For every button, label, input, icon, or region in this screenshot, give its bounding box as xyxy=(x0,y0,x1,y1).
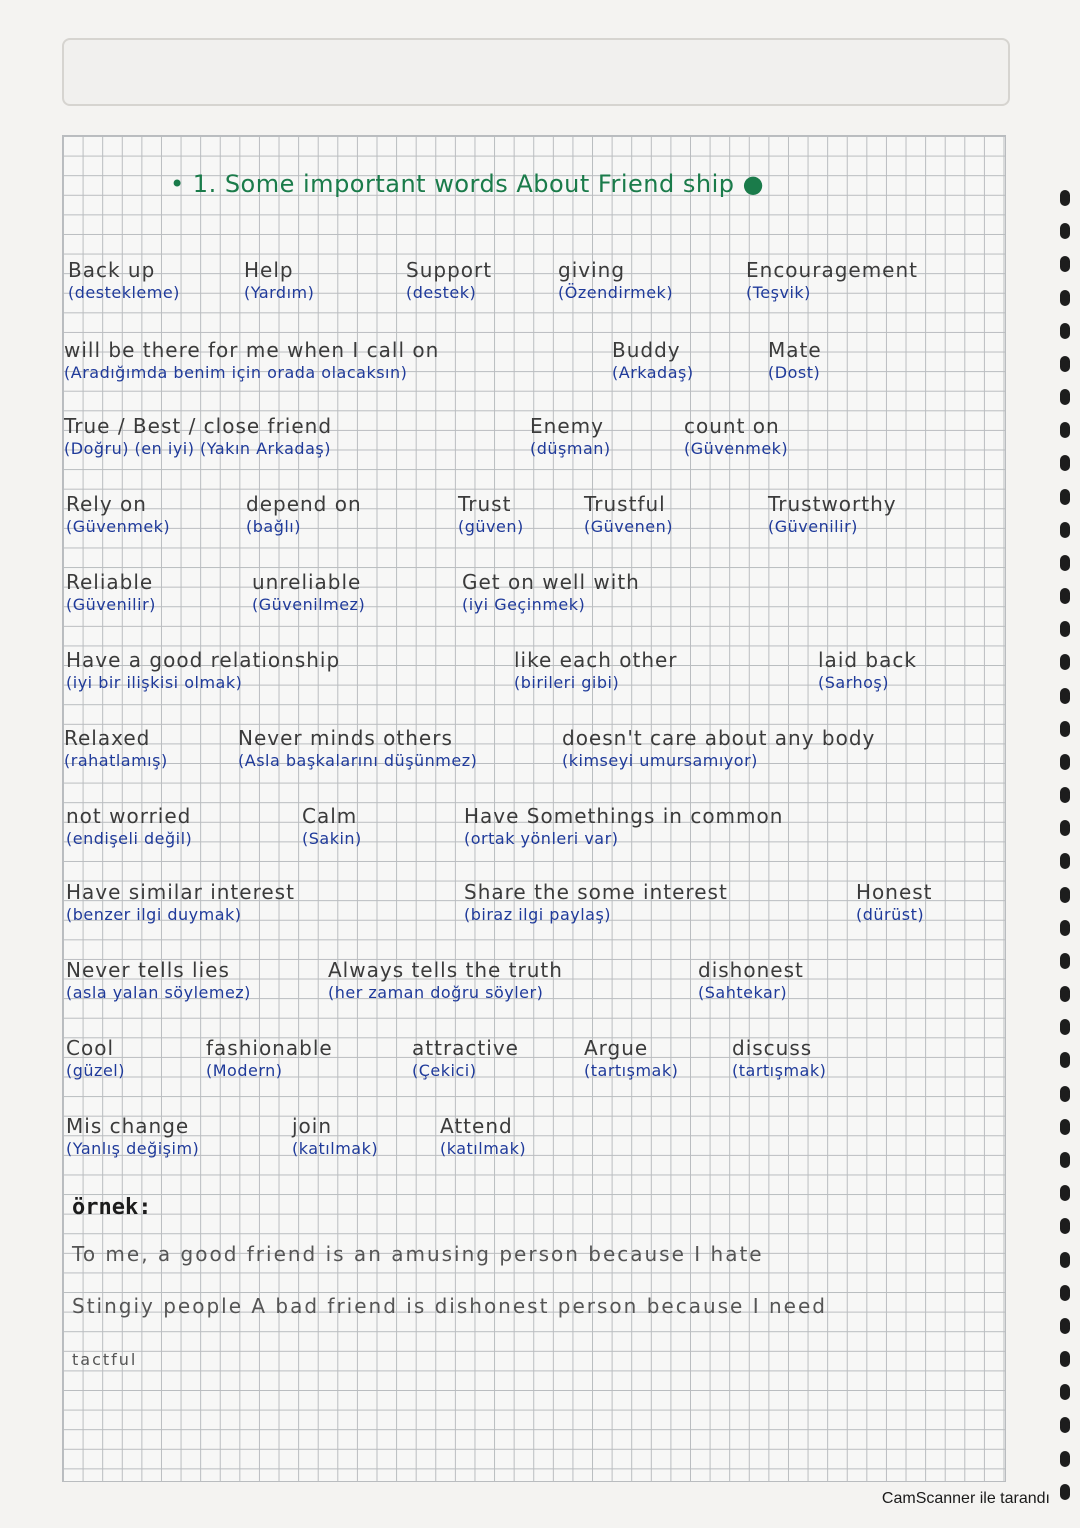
vocab-entry xyxy=(514,648,678,694)
turkish-translation: (Sakin) xyxy=(302,829,362,848)
spiral-ring xyxy=(1060,1285,1070,1301)
english-word: count on xyxy=(684,414,780,438)
turkish-translation: (asla yalan söylemez) xyxy=(66,983,251,1002)
scanner-footer: CamScanner ile tarandı xyxy=(881,1490,1050,1507)
vocab-entry xyxy=(562,726,875,772)
english-word: Share the some interest xyxy=(464,880,728,904)
turkish-translation: (destek) xyxy=(406,283,477,302)
spiral-ring xyxy=(1060,1351,1070,1367)
spiral-ring xyxy=(1060,223,1070,239)
spiral-ring xyxy=(1060,1185,1070,1201)
vocab-entry xyxy=(206,1036,333,1082)
turkish-translation: (Güvenilir) xyxy=(66,595,156,614)
vocab-entry xyxy=(66,1114,199,1160)
vocab-entry xyxy=(464,804,783,850)
turkish-translation: (Arkadaş) xyxy=(612,363,694,382)
vocab-entry xyxy=(458,492,524,538)
english-word: Relaxed xyxy=(64,726,151,750)
vocab-entry xyxy=(68,258,180,304)
vocab-row xyxy=(0,414,1080,474)
turkish-translation: (her zaman doğru söyler) xyxy=(328,983,544,1002)
vocab-entry xyxy=(66,958,251,1004)
english-word: Never tells lies xyxy=(66,958,230,982)
turkish-translation: (Asla başkalarını düşünmez) xyxy=(238,751,478,770)
turkish-translation: (Güvenilmez) xyxy=(252,595,366,614)
vocab-row xyxy=(0,570,1080,630)
spiral-ring xyxy=(1060,1252,1070,1268)
english-word: Help xyxy=(244,258,294,282)
english-word: Mis change xyxy=(66,1114,190,1138)
vocab-entry xyxy=(252,570,365,616)
english-word: Argue xyxy=(584,1036,649,1060)
turkish-translation: (Doğru) (en iyi) (Yakın Arkadaş) xyxy=(64,439,331,458)
english-word: Mate xyxy=(768,338,822,362)
english-word: like each other xyxy=(514,648,678,672)
turkish-translation: (Özendirmek) xyxy=(558,283,674,302)
example-line-3: tactful xyxy=(72,1350,138,1369)
spiral-ring xyxy=(1060,1318,1070,1334)
turkish-translation: (katılmak) xyxy=(440,1139,527,1158)
vocab-entry xyxy=(768,338,822,384)
vocab-entry xyxy=(66,492,170,538)
english-word: True / Best / close friend xyxy=(64,414,333,438)
vocab-row xyxy=(0,804,1080,864)
vocab-entry xyxy=(244,258,314,304)
turkish-translation: (tartışmak) xyxy=(584,1061,679,1080)
vocab-entry xyxy=(302,804,362,850)
english-word: Cool xyxy=(66,1036,114,1060)
vocab-entry xyxy=(66,1036,125,1082)
spiral-ring xyxy=(1060,1019,1070,1035)
spiral-ring xyxy=(1060,1384,1070,1400)
vocab-entry xyxy=(64,414,332,460)
english-word: giving xyxy=(558,258,626,282)
spiral-ring xyxy=(1060,1218,1070,1234)
spiral-ring xyxy=(1060,1484,1070,1500)
english-word: Get on well with xyxy=(462,570,640,594)
english-word: depend on xyxy=(246,492,362,516)
english-word: Trustworthy xyxy=(768,492,897,516)
vocab-entry xyxy=(462,570,640,616)
vocab-row xyxy=(0,492,1080,552)
spiral-ring xyxy=(1060,323,1070,339)
turkish-translation: (biraz ilgi paylaş) xyxy=(464,905,612,924)
turkish-translation: (Sarhoş) xyxy=(818,673,890,692)
english-word: Attend xyxy=(440,1114,513,1138)
spiral-ring xyxy=(1060,787,1070,803)
turkish-translation: (Yanlış değişim) xyxy=(66,1139,200,1158)
english-word: Enemy xyxy=(530,414,604,438)
vocab-entry xyxy=(530,414,611,460)
vocab-row xyxy=(0,880,1080,940)
english-word: discuss xyxy=(732,1036,813,1060)
example-label: örnek: xyxy=(72,1195,152,1220)
english-word: Buddy xyxy=(612,338,681,362)
english-word: Encouragement xyxy=(746,258,919,282)
vocab-entry xyxy=(64,338,439,384)
vocab-entry xyxy=(768,492,897,538)
vocab-entry xyxy=(684,414,788,460)
vocab-entry xyxy=(732,1036,826,1082)
vocab-row xyxy=(0,258,1080,318)
english-word: laid back xyxy=(818,648,917,672)
english-word: Always tells the truth xyxy=(328,958,563,982)
turkish-translation: (kimseyi umursamıyor) xyxy=(562,751,758,770)
turkish-translation: (Dost) xyxy=(768,363,821,382)
english-word: dishonest xyxy=(698,958,804,982)
vocab-row xyxy=(0,1036,1080,1096)
turkish-translation: (güven) xyxy=(458,517,524,536)
turkish-translation: (düşman) xyxy=(530,439,611,458)
vocab-entry xyxy=(612,338,694,384)
vocab-entry xyxy=(412,1036,519,1082)
turkish-translation: (iyi bir ilişkisi olmak) xyxy=(66,673,243,692)
vocab-entry xyxy=(238,726,477,772)
turkish-translation: (Güvenmek) xyxy=(66,517,171,536)
vocab-entry xyxy=(440,1114,526,1160)
vocab-row xyxy=(0,1114,1080,1174)
turkish-translation: (Güvenen) xyxy=(584,517,673,536)
turkish-translation: (birileri gibi) xyxy=(514,673,620,692)
english-word: not worried xyxy=(66,804,192,828)
turkish-translation: (Güvenmek) xyxy=(684,439,789,458)
bullet-dot-icon: • xyxy=(170,170,193,198)
vocab-entry xyxy=(66,880,295,926)
spiral-ring xyxy=(1060,1417,1070,1433)
english-word: Rely on xyxy=(66,492,147,516)
english-word: unreliable xyxy=(252,570,362,594)
turkish-translation: (tartışmak) xyxy=(732,1061,827,1080)
top-paper-strip xyxy=(62,38,1010,106)
turkish-translation: (endişeli değil) xyxy=(66,829,193,848)
turkish-translation: (Modern) xyxy=(206,1061,283,1080)
turkish-translation: (iyi Geçinmek) xyxy=(462,595,586,614)
english-word: Trustful xyxy=(584,492,666,516)
turkish-translation: (katılmak) xyxy=(292,1139,379,1158)
english-word: Honest xyxy=(856,880,933,904)
vocab-entry xyxy=(66,648,340,694)
turkish-translation: (rahatlamış) xyxy=(64,751,168,770)
english-word: Back up xyxy=(68,258,156,282)
english-word: join xyxy=(292,1114,333,1138)
english-word: Never minds others xyxy=(238,726,453,750)
vocab-entry xyxy=(584,492,673,538)
english-word: Support xyxy=(406,258,493,282)
vocab-row xyxy=(0,648,1080,708)
vocab-row xyxy=(0,726,1080,786)
english-word: fashionable xyxy=(206,1036,333,1060)
english-word: will be there for me when I call on xyxy=(64,338,440,362)
turkish-translation: (Güvenilir) xyxy=(768,517,858,536)
vocab-entry xyxy=(558,258,673,304)
example-line-2: Stingiy people A bad friend is dishonest person because I need xyxy=(72,1294,827,1318)
vocab-entry xyxy=(66,570,156,616)
turkish-translation: (destekleme) xyxy=(68,283,180,302)
english-word: attractive xyxy=(412,1036,519,1060)
turkish-translation: (Sahtekar) xyxy=(698,983,788,1002)
english-word: Have similar interest xyxy=(66,880,295,904)
vocab-entry xyxy=(328,958,563,1004)
vocab-entry xyxy=(746,258,918,304)
spiral-ring xyxy=(1060,555,1070,571)
title-text: 1. Some important words About Friend ship xyxy=(192,170,735,198)
english-word: Have a good relationship xyxy=(66,648,341,672)
vocab-entry xyxy=(584,1036,678,1082)
vocab-row xyxy=(0,958,1080,1018)
spiral-ring xyxy=(1060,1451,1070,1467)
vocab-row xyxy=(0,338,1080,398)
vocab-entry xyxy=(464,880,728,926)
english-word: doesn't care about any body xyxy=(562,726,876,750)
turkish-translation: (benzer ilgi duymak) xyxy=(66,905,242,924)
english-word: Have Somethings in common xyxy=(464,804,784,828)
page-title xyxy=(170,170,764,198)
english-word: Reliable xyxy=(66,570,154,594)
turkish-translation: (Yardım) xyxy=(244,283,315,302)
turkish-translation: (Teşvik) xyxy=(746,283,811,302)
english-word: Trust xyxy=(458,492,512,516)
vocab-entry xyxy=(64,726,168,772)
turkish-translation: (Aradığımda benim için orada olacaksın) xyxy=(64,363,408,382)
turkish-translation: (ortak yönleri var) xyxy=(464,829,619,848)
turkish-translation: (Çekici) xyxy=(412,1061,477,1080)
turkish-translation: (dürüst) xyxy=(856,905,925,924)
example-line-1: To me, a good friend is an amusing person because I hate xyxy=(72,1242,764,1266)
vocab-entry xyxy=(246,492,362,538)
turkish-translation: (güzel) xyxy=(66,1061,125,1080)
vocab-entry xyxy=(406,258,492,304)
vocab-entry xyxy=(818,648,917,694)
end-dot-icon: ● xyxy=(734,170,765,198)
vocab-entry xyxy=(66,804,192,850)
turkish-translation: (bağlı) xyxy=(246,517,301,536)
vocab-entry xyxy=(856,880,933,926)
english-word: Calm xyxy=(302,804,358,828)
vocab-entry xyxy=(698,958,804,1004)
spiral-ring xyxy=(1060,190,1070,206)
vocab-entry xyxy=(292,1114,378,1160)
